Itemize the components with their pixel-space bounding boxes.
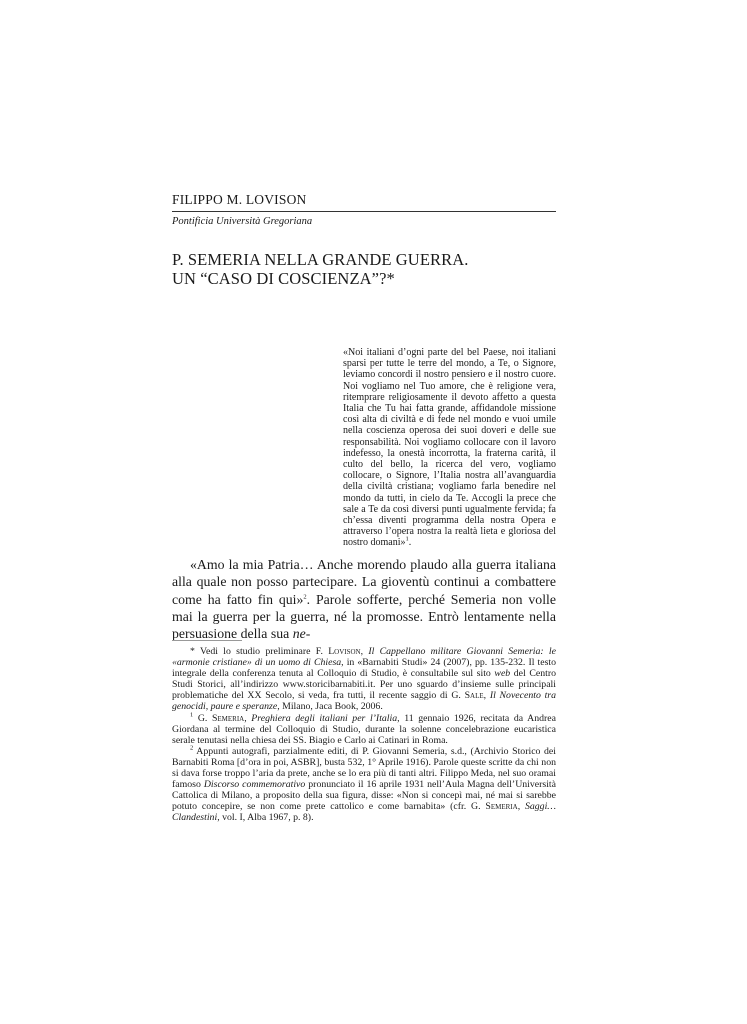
footnote-ref-2: 2: [303, 593, 307, 600]
epigraph: «Noi italiani d’ogni parte del bel Paese, noi italiani sparsi per tutte le terre del mondo, a Te, o Signore, leviamo concordi il nostro pensiero e il nostro cuore. Noi vogliamo nel Tuo amore, che è religione vera, ritemprare religiosamente il devoto affetto a questa Italia che Tu hai fatta grande, affidandole missione così alta di civiltà e di fede nel mondo e vuoi umile nella coscienza operosa dei suoi doveri e delle sue responsabilità. Noi vogliamo collocare con il lavoro indefesso, la onestà incorrotta, la fraterna carità, il culto del bello, la ricerca del vero, vogliamo collocare, o Signore, l’Italia nostra all’avanguardia della civiltà cristiana; vogliamo farla benedire nel mondo da tutti, in cielo da Te. Accogli la prece che sale a Te da così diversi punti ugualmente fervida; fa ch’essa diventi programma della nostra Opera e attraverso l’opera nostra la realtà lieta e gloriosa del nostro domani»$^1$.: [343, 347, 556, 549]
footnote-separator: [172, 640, 242, 641]
author-affiliation: Pontificia Università Gregoriana: [172, 216, 313, 227]
header-rule: [172, 211, 556, 212]
footnotes: [172, 646, 556, 824]
epigraph-text: «Noi italiani d’ogni parte del bel Paese, noi italiani sparsi per tutte le terre del mondo, a Te, o Signore, leviamo concordi il nostro pensiero e il nostro cuore. Noi vogliamo nel Tuo amore, che è religione vera, ritemprare religiosamente il devoto affetto a questa Italia che Tu hai fatta grande, affidandole missione così alta di civiltà e di fede nel mondo e vuoi umile nella coscienza operosa dei suoi doveri e delle sue responsabilità. Noi vogliamo collocare con il lavoro indefesso, la onestà incorrotta, la fraterna carità, il culto del bello, la ricerca del vero, vogliamo collocare, o Signore, l’Italia nostra all’avanguardia della civiltà cristiana; vogliamo farla benedire nel mondo da tutti, in cielo da Te. Accogli la prece che sale a Te da così diversi punti ugualmente fervida; fa ch’essa diventi programma della nostra Opera e attraverso l’opera nostra la realtà lieta e gloriosa del nostro domani»: [343, 347, 556, 549]
body-continuation: . Parole sofferte, perché Semeria non volle mai la guerra per la guerra, né la promosse. Entrò lentamente nella persuasione della sua: [172, 591, 556, 642]
footnote-star: * Vedi lo studio preliminare F. Lovison, Il Cappellano militare Giovanni Semeria: le «armonie cristiane» di un uomo di Chiesa, in «Barnabiti Studi» 24 (2007), pp. 135-232. Il testo integrale della conferenza tenuta al Colloquio di Studio, è consultabile sul sito web del Centro Studi Storici, all’indirizzo www.storicibarnabiti.it. Per uno sguardo d’insieme sulle principali problematiche del XX Secolo, si veda, fra tutti, il recente saggio di G. Sale, Il Novecento tra genocidi, paure e speranze, Milano, Jaca Book, 2006.: [172, 646, 557, 713]
author-name: FILIPPO M. LOVISON: [172, 192, 307, 207]
article-title: [172, 250, 468, 288]
title-line-2: UN “CASO DI COSCIENZA”?*: [172, 269, 395, 288]
footnote-2: $^2$ Appunti autografi, parzialmente editi, di P. Giovanni Semeria, s.d., (Archivio Storico dei Barnabiti Roma [d’ora in poi, ASBR], busta 532, 1° Aprile 1916). Parole queste scritte da chi non si dava forse troppo l’aria da prete, anche se lo era più di tanti altri. Filippo Meda, nel suo oramai famoso Discorso commemorativo pronunciato il 16 aprile 1931 nell’Aula Magna dell’Università Cattolica di Milano, a proposito della sua figura, disse: «Non si concepì mai, né mai si sarebbe potuto concepire, se non come prete cattolico e come barnabita» (cfr. G. Semeria, Saggi… Clandestini, vol. I, Alba 1967, p. 8).: [172, 744, 556, 824]
body-trailing-hyphenation: ne-: [292, 626, 311, 642]
footnote-ref-1: 1: [405, 536, 409, 544]
body-paragraph: [172, 556, 556, 642]
body-quote: «Amo la mia Patria… Anche morendo plaudo alla guerra italiana alla quale non posso partecipare. La gioventù continui a combattere come ha fatto fin qui»: [172, 557, 556, 607]
footnote-1: $^1$ G. Semeria, Preghiera degli italiani per l’Italia, 11 gennaio 1926, recitata da Andrea Giordana al termine del Colloquio di Studio, durante la solenne concelebrazione eucaristica serale tenutasi nella chiesa dei SS. Biagio e Carlo ai Catinari in Roma.: [172, 711, 556, 746]
title-line-1: P. SEMERIA NELLA GRANDE GUERRA.: [172, 250, 469, 269]
